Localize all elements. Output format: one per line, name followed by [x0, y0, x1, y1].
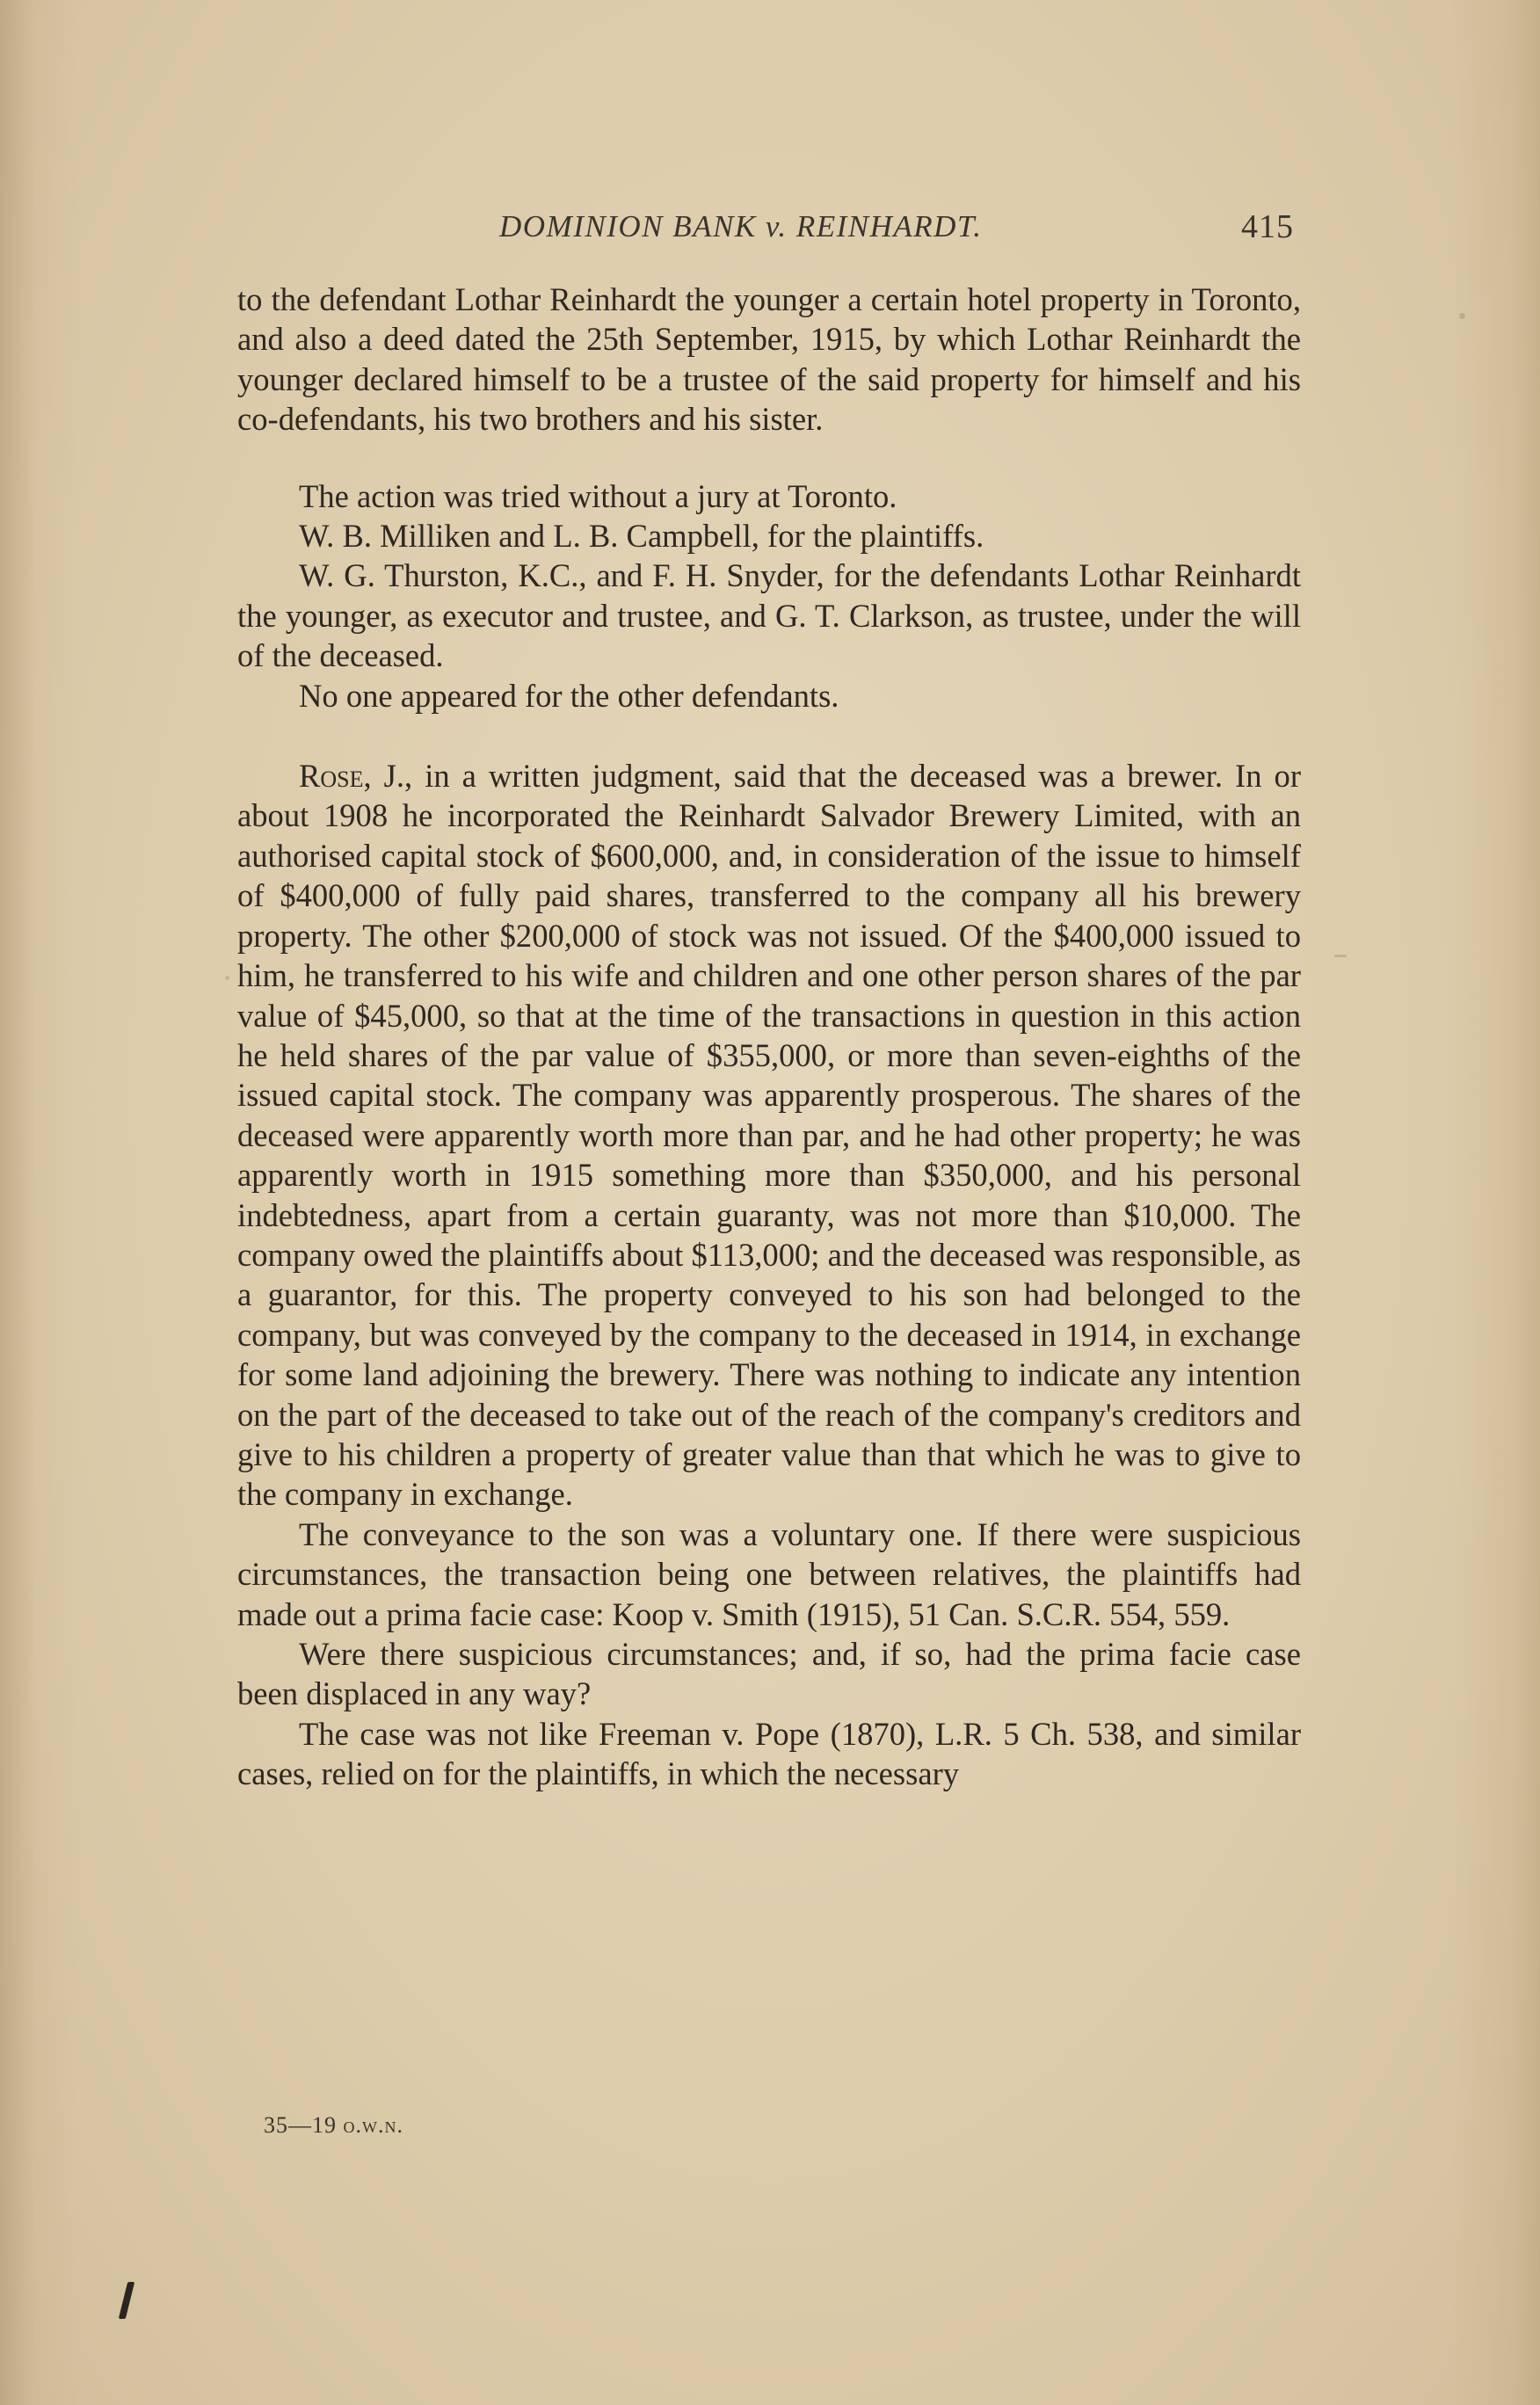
signature-mark: 35—19 o.w.n.	[264, 2112, 403, 2138]
paragraph-trial-venue: The action was tried without a jury at Toronto.	[299, 477, 897, 514]
paper-stain	[225, 976, 229, 980]
page-header	[0, 204, 1540, 257]
ink-mark	[119, 2282, 134, 2319]
paragraph-freeman-case: The case was not like Freeman v. Pope (1870), L.R. 5 Ch. 538, and similar cases, relied on for the plaintiffs, in which the necessary	[237, 1715, 1301, 1792]
paragraph-voluntary-conveyance: The conveyance to the son was a voluntary one. If there were suspicious circumstances, the transaction being one between relatives, the plaintiffs had made out a prima facie case: Koop v. Smith (1915), 51 Can. S.C.R. 554, 559.	[237, 1515, 1301, 1632]
page-number: 415	[1241, 208, 1294, 245]
paragraph-judgment	[237, 756, 1301, 1515]
paragraph-counsel-defendants: W. G. Thurston, K.C., and F. H. Snyder, for the defendants Lothar Reinhardt the younger, as executor and trustee, and G. T. Clarkson, as trustee, under the will of the deceased.	[237, 557, 1301, 674]
judge-name: Rose	[299, 758, 364, 795]
paragraph-no-appearance: No one appeared for the other defendants.	[299, 677, 839, 714]
paper-stain	[1459, 313, 1465, 319]
running-title: DOMINION BANK v. REINHARDT.	[499, 209, 983, 243]
body-text	[237, 280, 1301, 1794]
paragraph-counsel-plaintiffs: W. B. Milliken and L. B. Campbell, for the plaintiffs.	[299, 518, 984, 555]
judgment-text: , J., in a written judgment, said that the deceased was a brewer. In or about 1908 he incorporated the Reinhardt Salvador Brewery Limited, with an authorised capital stock of $600,000, and, in consideration of the issue to himself of $400,000 of fully paid shares, transferred to the company all his brewery property. The other $200,000 of stock was not issued. Of the $400,000 issued to him, he transferred to his wife and children and one other person shares of the par value of $45,000, so that at the time of the transactions in question in this action he held shares of the par value of $355,000, or more than seven-eighths of the issued capital stock. The company was apparently prosperous. The shares of the deceased were apparently worth more than par, and he had other property; he was apparently worth in 1915 something more than $350,000, and his personal indebtedness, apart from a certain guaranty, was not more than $10,000. The company owed the plaintiffs about $113,000; and the deceased was responsible, as a guarantor, for this. The property conveyed to his son had belonged to the company, but was conveyed by the company to the deceased in 1914, in exchange for some land adjoining the brewery. There was nothing to indicate any intention on the part of the deceased to take out of the reach of the company's creditors and give to his children a property of greater value than that which he was to give to the company in exchange.	[237, 758, 1301, 1513]
paragraph-continuation: to the defendant Lothar Reinhardt the younger a certain hotel property in Toronto, and also a deed dated the 25th September, 1915, by which Lothar Reinhardt the younger declared himself to be a trustee of the said property for himself and his co-defendants, his two brothers and his sister.	[237, 281, 1301, 438]
paragraph-question: Were there suspicious circumstances; and, if so, had the prima facie case been displaced in any way?	[237, 1636, 1301, 1712]
paper-stain	[1334, 955, 1347, 957]
